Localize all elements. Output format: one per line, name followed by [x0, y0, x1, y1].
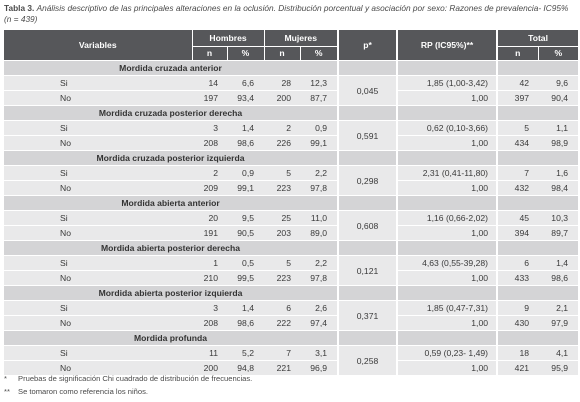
mujeres-pct-cell: 2,2 [300, 166, 337, 181]
footnote-marker: * [4, 374, 7, 383]
hombres-pct-cell: 98,6 [227, 136, 264, 151]
table-row [4, 76, 578, 91]
total-pct-cell: 98,9 [538, 136, 578, 151]
row-label: No [4, 316, 192, 331]
row-label: No [4, 271, 192, 286]
hombres-pct-cell: 0,9 [227, 166, 264, 181]
mujeres-pct-cell: 97,8 [300, 271, 337, 286]
table-row [4, 166, 578, 181]
row-label: No [4, 181, 192, 196]
total-n-cell: 9 [498, 301, 538, 316]
group-title: Mordida profunda [4, 331, 337, 346]
mujeres-n-cell: 222 [264, 316, 300, 331]
mujeres-n-cell: 203 [264, 226, 300, 241]
p-value-cell: 0,608 [339, 211, 396, 241]
group-blank-rp [398, 61, 496, 76]
group-blank-total [498, 106, 578, 121]
total-pct-cell: 10,3 [538, 211, 578, 226]
table-row [4, 301, 578, 316]
row-label: No [4, 361, 192, 376]
group-blank-total [498, 196, 578, 211]
total-n-cell: 433 [498, 271, 538, 286]
table-row [4, 136, 578, 151]
group-header-row [4, 286, 578, 301]
table-row [4, 346, 578, 361]
total-pct-cell: 4,1 [538, 346, 578, 361]
p-value-cell: 0,258 [339, 346, 396, 376]
mujeres-n-cell: 2 [264, 121, 300, 136]
hombres-pct-cell: 98,6 [227, 316, 264, 331]
group-blank-total [498, 61, 578, 76]
mujeres-pct-cell: 12,3 [300, 76, 337, 91]
group-title: Mordida abierta anterior [4, 196, 337, 211]
hombres-pct-cell: 1,4 [227, 301, 264, 316]
group-blank-total [498, 286, 578, 301]
hombres-n-cell: 208 [192, 316, 227, 331]
total-pct-cell: 89,7 [538, 226, 578, 241]
total-n-cell: 7 [498, 166, 538, 181]
mujeres-n-cell: 6 [264, 301, 300, 316]
table-row [4, 316, 578, 331]
header-row [4, 30, 578, 47]
table-row [4, 226, 578, 241]
row-label: Si [4, 301, 192, 316]
mujeres-pct-cell: 11,0 [300, 211, 337, 226]
table-body [4, 61, 578, 376]
subheader-hombres-pct: % [227, 47, 264, 61]
rp-cell: 1,00 [398, 271, 496, 286]
hombres-pct-cell: 99,1 [227, 181, 264, 196]
header-rp: RP (IC95%)** [398, 30, 496, 61]
header-mujeres: Mujeres [264, 30, 337, 47]
hombres-pct-cell: 9,5 [227, 211, 264, 226]
subheader-hombres-n: n [192, 47, 227, 61]
rp-cell: 0,62 (0,10-3,66) [398, 121, 496, 136]
group-header-row [4, 61, 578, 76]
total-pct-cell: 98,4 [538, 181, 578, 196]
row-label: No [4, 91, 192, 106]
total-pct-cell: 95,9 [538, 361, 578, 376]
total-n-cell: 434 [498, 136, 538, 151]
mujeres-n-cell: 28 [264, 76, 300, 91]
mujeres-pct-cell: 97,8 [300, 181, 337, 196]
total-pct-cell: 98,6 [538, 271, 578, 286]
total-pct-cell: 90,4 [538, 91, 578, 106]
rp-cell: 1,00 [398, 226, 496, 241]
hombres-n-cell: 3 [192, 121, 227, 136]
rp-cell: 4,63 (0,55-39,28) [398, 256, 496, 271]
mujeres-n-cell: 5 [264, 166, 300, 181]
p-value-cell: 0,371 [339, 301, 396, 331]
total-n-cell: 18 [498, 346, 538, 361]
hombres-n-cell: 2 [192, 166, 227, 181]
rp-cell: 1,00 [398, 181, 496, 196]
table-row [4, 271, 578, 286]
mujeres-pct-cell: 0,9 [300, 121, 337, 136]
rp-cell: 0,59 (0,23- 1,49) [398, 346, 496, 361]
subheader-total-pct: % [538, 47, 578, 61]
mujeres-pct-cell: 2,2 [300, 256, 337, 271]
rp-cell: 1,00 [398, 91, 496, 106]
hombres-pct-cell: 99,5 [227, 271, 264, 286]
table-row [4, 121, 578, 136]
group-blank-p [339, 106, 396, 121]
hombres-pct-cell: 90,5 [227, 226, 264, 241]
group-blank-rp [398, 286, 496, 301]
hombres-pct-cell: 0,5 [227, 256, 264, 271]
p-value-cell: 0,045 [339, 76, 396, 106]
subheader-total-n: n [498, 47, 538, 61]
row-label: Si [4, 121, 192, 136]
header-variables: Variables [4, 30, 192, 61]
row-label: Si [4, 346, 192, 361]
row-label: Si [4, 166, 192, 181]
footnote-marker: ** [4, 387, 10, 396]
hombres-n-cell: 191 [192, 226, 227, 241]
hombres-pct-cell: 94,8 [227, 361, 264, 376]
mujeres-n-cell: 223 [264, 181, 300, 196]
table-caption [4, 3, 576, 25]
group-header-row [4, 196, 578, 211]
hombres-n-cell: 14 [192, 76, 227, 91]
header-p: p* [339, 30, 396, 61]
group-blank-p [339, 61, 396, 76]
subheader-mujeres-pct: % [300, 47, 337, 61]
rp-cell: 1,85 (0,47-7,31) [398, 301, 496, 316]
footnote [4, 372, 576, 385]
group-blank-p [339, 331, 396, 346]
group-blank-rp [398, 106, 496, 121]
hombres-n-cell: 11 [192, 346, 227, 361]
mujeres-pct-cell: 87,7 [300, 91, 337, 106]
group-header-row [4, 331, 578, 346]
hombres-n-cell: 197 [192, 91, 227, 106]
hombres-pct-cell: 5,2 [227, 346, 264, 361]
rp-cell: 1,00 [398, 136, 496, 151]
rp-cell: 1,00 [398, 361, 496, 376]
group-blank-p [339, 241, 396, 256]
group-blank-p [339, 151, 396, 166]
group-header-row [4, 241, 578, 256]
total-pct-cell: 1,4 [538, 256, 578, 271]
group-title: Mordida cruzada posterior derecha [4, 106, 337, 121]
p-value-cell: 0,298 [339, 166, 396, 196]
rp-cell: 2,31 (0,41-11,80) [398, 166, 496, 181]
mujeres-n-cell: 200 [264, 91, 300, 106]
mujeres-n-cell: 226 [264, 136, 300, 151]
mujeres-pct-cell: 2,6 [300, 301, 337, 316]
total-n-cell: 394 [498, 226, 538, 241]
table-row [4, 91, 578, 106]
total-pct-cell: 2,1 [538, 301, 578, 316]
hombres-n-cell: 210 [192, 271, 227, 286]
group-blank-total [498, 331, 578, 346]
table-footnotes [4, 372, 576, 398]
footnote-text: Se tomaron como referencia los niños. [18, 387, 149, 396]
hombres-n-cell: 1 [192, 256, 227, 271]
rp-cell: 1,85 (1,00-3,42) [398, 76, 496, 91]
hombres-pct-cell: 93,4 [227, 91, 264, 106]
group-blank-total [498, 241, 578, 256]
total-pct-cell: 1,1 [538, 121, 578, 136]
row-label: No [4, 226, 192, 241]
mujeres-pct-cell: 96,9 [300, 361, 337, 376]
mujeres-n-cell: 221 [264, 361, 300, 376]
total-pct-cell: 97,9 [538, 316, 578, 331]
total-n-cell: 5 [498, 121, 538, 136]
mujeres-n-cell: 25 [264, 211, 300, 226]
hombres-n-cell: 208 [192, 136, 227, 151]
total-n-cell: 42 [498, 76, 538, 91]
row-label: Si [4, 76, 192, 91]
mujeres-n-cell: 5 [264, 256, 300, 271]
subheader-mujeres-n: n [264, 47, 300, 61]
caption-text: Análisis descriptivo de las principales alteraciones en la oclusión. Distribución porcentual y asociación por sexo: Razones de prevalencia- IC95% (n = 439) [4, 3, 569, 24]
group-blank-total [498, 151, 578, 166]
p-value-cell: 0,121 [339, 256, 396, 286]
total-pct-cell: 9,6 [538, 76, 578, 91]
mujeres-pct-cell: 97,4 [300, 316, 337, 331]
table-row [4, 256, 578, 271]
total-pct-cell: 1,6 [538, 166, 578, 181]
p-value-cell: 0,591 [339, 121, 396, 151]
table-row [4, 181, 578, 196]
caption-label: Tabla 3. [4, 3, 35, 13]
rp-cell: 1,16 (0,66-2,02) [398, 211, 496, 226]
group-blank-rp [398, 331, 496, 346]
hombres-n-cell: 200 [192, 361, 227, 376]
hombres-n-cell: 3 [192, 301, 227, 316]
hombres-n-cell: 209 [192, 181, 227, 196]
results-table [4, 30, 578, 376]
total-n-cell: 397 [498, 91, 538, 106]
group-title: Mordida abierta posterior derecha [4, 241, 337, 256]
group-title: Mordida cruzada posterior izquierda [4, 151, 337, 166]
group-blank-rp [398, 241, 496, 256]
mujeres-n-cell: 7 [264, 346, 300, 361]
mujeres-pct-cell: 3,1 [300, 346, 337, 361]
total-n-cell: 45 [498, 211, 538, 226]
hombres-pct-cell: 1,4 [227, 121, 264, 136]
row-label: Si [4, 211, 192, 226]
footnote-text: Pruebas de significación Chi cuadrado de distribución de frecuencias. [18, 374, 253, 383]
footnote [4, 385, 576, 398]
group-title: Mordida cruzada anterior [4, 61, 337, 76]
group-header-row [4, 151, 578, 166]
row-label: No [4, 136, 192, 151]
group-title: Mordida abierta posterior izquierda [4, 286, 337, 301]
total-n-cell: 6 [498, 256, 538, 271]
table-row [4, 211, 578, 226]
mujeres-pct-cell: 89,0 [300, 226, 337, 241]
group-header-row [4, 106, 578, 121]
group-blank-rp [398, 151, 496, 166]
header-total: Total [498, 30, 578, 47]
total-n-cell: 432 [498, 181, 538, 196]
mujeres-n-cell: 223 [264, 271, 300, 286]
total-n-cell: 421 [498, 361, 538, 376]
group-blank-p [339, 286, 396, 301]
rp-cell: 1,00 [398, 316, 496, 331]
row-label: Si [4, 256, 192, 271]
header-hombres: Hombres [192, 30, 264, 47]
total-n-cell: 430 [498, 316, 538, 331]
mujeres-pct-cell: 99,1 [300, 136, 337, 151]
hombres-n-cell: 20 [192, 211, 227, 226]
hombres-pct-cell: 6,6 [227, 76, 264, 91]
group-blank-rp [398, 196, 496, 211]
group-blank-p [339, 196, 396, 211]
